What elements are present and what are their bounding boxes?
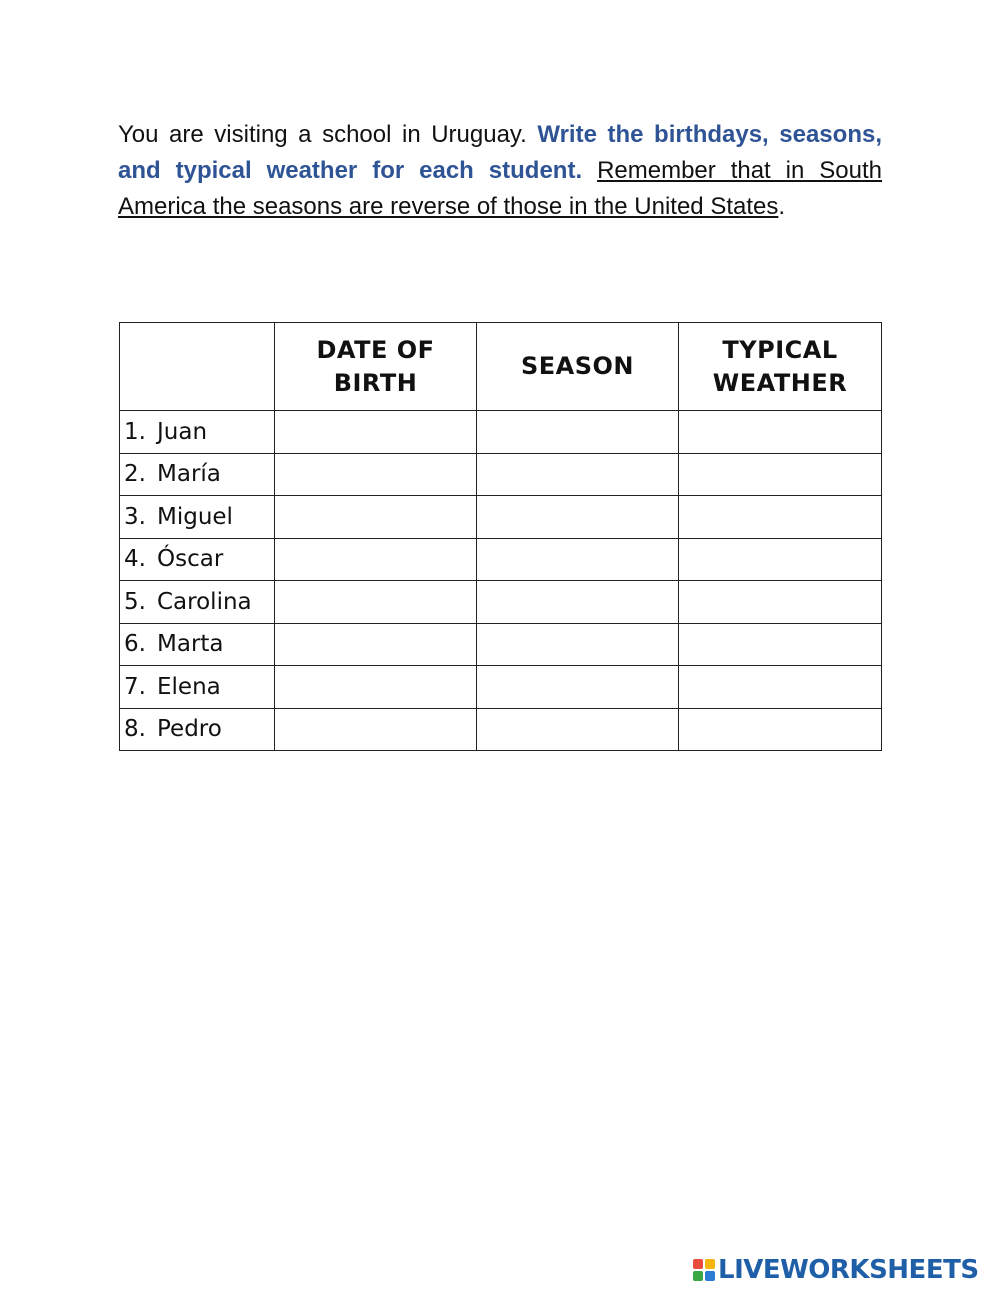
instructions-paragraph [118, 117, 882, 225]
student-name-cell [120, 708, 275, 751]
typical-weather-cell[interactable] [679, 623, 882, 666]
season-cell[interactable] [477, 666, 679, 709]
date-of-birth-cell[interactable] [275, 496, 477, 539]
row-number: 5. [124, 588, 146, 615]
student-name-cell [120, 666, 275, 709]
table-row [120, 538, 882, 581]
student-name-cell [120, 411, 275, 454]
liveworksheets-logo-icon [693, 1259, 715, 1281]
date-of-birth-cell[interactable] [275, 453, 477, 496]
student-name: María [157, 461, 221, 488]
table-row [120, 623, 882, 666]
student-name: Óscar [157, 546, 224, 573]
typical-weather-cell[interactable] [679, 581, 882, 624]
header-typical-weather: TYPICAL WEATHER [679, 323, 882, 411]
student-name: Carolina [157, 588, 252, 615]
student-name: Pedro [157, 716, 222, 743]
season-cell[interactable] [477, 623, 679, 666]
typical-weather-cell[interactable] [679, 708, 882, 751]
row-number: 1. [124, 418, 146, 445]
logo-square-green [693, 1271, 703, 1281]
season-cell[interactable] [477, 496, 679, 539]
date-of-birth-cell[interactable] [275, 708, 477, 751]
row-number: 2. [124, 461, 146, 488]
season-cell[interactable] [477, 581, 679, 624]
instructions-task: Write the birthdays, seasons, and typical weather for each student. [118, 121, 882, 184]
table-row [120, 453, 882, 496]
student-name-cell [120, 538, 275, 581]
student-table [119, 322, 882, 751]
season-cell[interactable] [477, 411, 679, 454]
typical-weather-cell[interactable] [679, 411, 882, 454]
logo-square-blue [705, 1271, 715, 1281]
typical-weather-cell[interactable] [679, 453, 882, 496]
season-cell[interactable] [477, 538, 679, 581]
row-number: 3. [124, 503, 146, 530]
typical-weather-cell[interactable] [679, 538, 882, 581]
date-of-birth-cell[interactable] [275, 666, 477, 709]
instructions-intro: You are visiting a school in Uruguay. [118, 121, 538, 148]
instructions-spacer [582, 157, 597, 184]
student-name-cell [120, 496, 275, 539]
season-cell[interactable] [477, 708, 679, 751]
liveworksheets-logo-text: LIVEWORKSHEETS [718, 1255, 979, 1285]
table-row [120, 666, 882, 709]
logo-square-yellow [705, 1259, 715, 1269]
season-cell[interactable] [477, 453, 679, 496]
typical-weather-cell[interactable] [679, 666, 882, 709]
row-number: 8. [124, 716, 146, 743]
logo-square-red [693, 1259, 703, 1269]
date-of-birth-cell[interactable] [275, 581, 477, 624]
student-name-cell [120, 623, 275, 666]
student-name-cell [120, 581, 275, 624]
student-name: Elena [157, 673, 221, 700]
instructions-period: . [778, 193, 786, 220]
student-name-cell [120, 453, 275, 496]
table-header-row [120, 323, 882, 411]
date-of-birth-cell[interactable] [275, 538, 477, 581]
header-empty [120, 323, 275, 411]
table-row [120, 708, 882, 751]
date-of-birth-cell[interactable] [275, 623, 477, 666]
liveworksheets-logo [693, 1255, 979, 1285]
row-number: 4. [124, 546, 146, 573]
row-number: 6. [124, 631, 146, 658]
typical-weather-cell[interactable] [679, 496, 882, 539]
header-date-of-birth: DATE OF BIRTH [275, 323, 477, 411]
table-row [120, 411, 882, 454]
instructions-reminder: Remember that in South America the seasons are reverse of those in the United States [118, 157, 883, 220]
header-season: SEASON [477, 323, 679, 411]
table-body [120, 411, 882, 751]
table-row [120, 581, 882, 624]
date-of-birth-cell[interactable] [275, 411, 477, 454]
row-number: 7. [124, 673, 146, 700]
table-row [120, 496, 882, 539]
student-name: Juan [157, 418, 208, 445]
student-name: Miguel [157, 503, 233, 530]
student-name: Marta [157, 631, 224, 658]
